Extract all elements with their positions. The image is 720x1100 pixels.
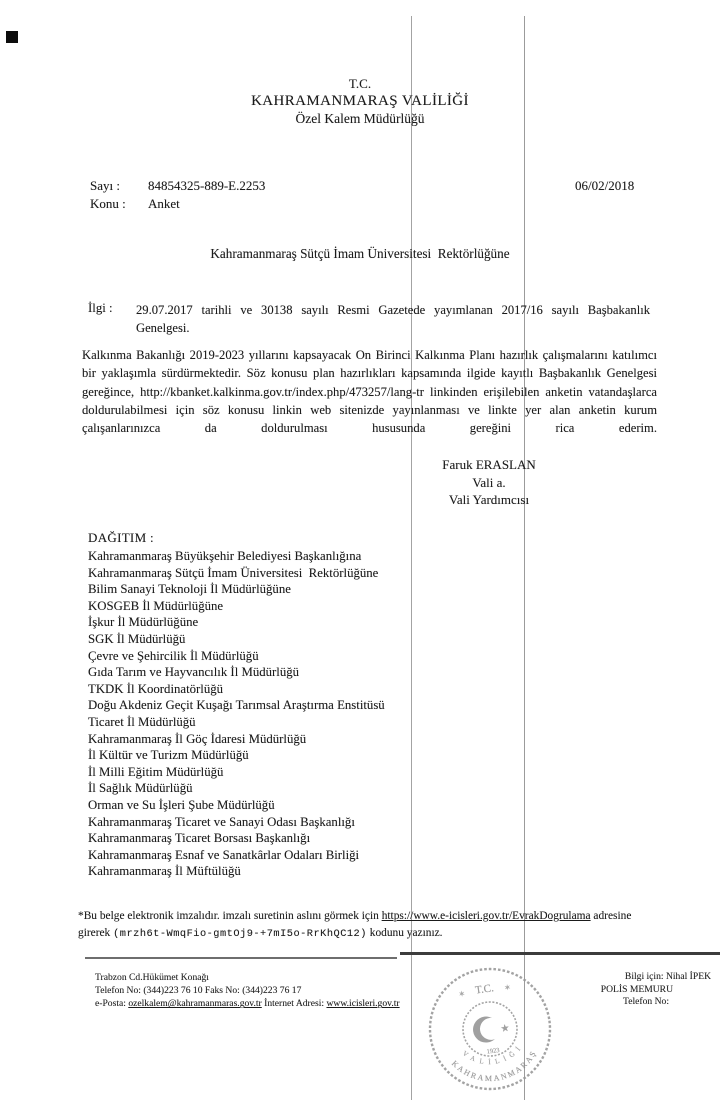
distribution-item: Ticaret İl Müdürlüğü: [88, 714, 196, 729]
distribution-item: Gıda Tarım ve Hayvancılık İl Müdürlüğü: [88, 665, 300, 680]
konu-value: Anket: [148, 196, 180, 211]
signer-title-2: Vali Yardımcısı: [448, 492, 530, 507]
distribution-item: Kahramanmaraş Büyükşehir Belediyesi Başkanlığına: [88, 549, 362, 563]
info-contact-name: Bilgi için: Nihal İPEK: [624, 971, 711, 982]
internet-label: İnternet Adresi:: [261, 998, 327, 1010]
distribution-item: KOSGEB İl Müdürlüğüne: [88, 598, 224, 613]
stamp-word-arc-text: VALİLİĞİ: [461, 1041, 526, 1067]
official-seal-stamp: [421, 960, 559, 1098]
distribution-item: Doğu Akdeniz Geçit Kuşağı Tarımsal Araştırma Enstitüsü: [88, 698, 385, 713]
distribution-item: Orman ve Su İşleri Şube Müdürlüğü: [88, 797, 275, 812]
konu-label: Konu :: [90, 196, 126, 211]
distribution-item: Çevre ve Şehircilik İl Müdürlüğü: [88, 648, 259, 663]
signer-title-1: Vali a.: [472, 474, 506, 490]
stamp-star-left: ✶: [457, 989, 466, 999]
distribution-list: [88, 548, 508, 880]
sayi-label: Sayı :: [90, 178, 120, 193]
distribution-item: Kahramanmaraş İl Göç İdaresi Müdürlüğü: [88, 731, 307, 746]
footer-divider-left: [85, 957, 397, 959]
footer-address: Trabzon Cd.Hükümet Konağı: [95, 972, 209, 983]
footnote-text: *Bu belge elektronik imzalıdır. imzalı suretinin aslını görmek için: [78, 910, 382, 922]
verification-code: (mrzh6t-WmqFio-gmtOj9-+7mI5o-RrKhQC12): [113, 927, 367, 940]
distribution-item: İl Milli Eğitim Müdürlüğü: [88, 764, 224, 779]
body-paragraph: Kalkınma Bakanlığı 2019-2023 yıllarını kapsayacak On Birinci Kalkınma Planı hazırlık çalışmalarını katılımcı bir yaklaşımla sürdürmektedir. Söz konusu plan hazırlıkları kapsamında ilgide kayıtlı Başbakanlık Genelgesi gereğince, http://kbanket.kalkinma.gov.tr/index.php/473257/lang-tr linkinden erişilebilen anketin vatandaşlarca doldurulabilmesi için söz konusu linkin web sitenizde yayınlanması ve linkte yer alan anketin kurum çalışanlarınızca da doldurulması hususunda gereğini rica ederim.: [82, 348, 657, 436]
distribution-item: Bilim Sanayi Teknoloji İl Müdürlüğüne: [88, 582, 291, 597]
reference-label: İlgi :: [88, 301, 113, 315]
stamp-star-right: ✶: [503, 982, 512, 993]
distribution-label: DAĞITIM :: [88, 530, 154, 545]
email-link[interactable]: ozelkalem@kahramanmaras.gov.tr: [128, 998, 262, 1010]
email-label: e-Posta:: [95, 998, 129, 1010]
footer-info-block: [545, 971, 711, 1009]
esignature-footnote: [78, 908, 662, 942]
distribution-item: İşkur İl Müdürlüğüne: [88, 615, 199, 630]
letterhead-tc: T.C.: [348, 76, 372, 91]
distribution-item: SGK İl Müdürlüğü: [88, 631, 186, 646]
distribution-item: İl Kültür ve Turizm Müdürlüğü: [88, 748, 249, 763]
distribution-item: Kahramanmaraş Sütçü İmam Üniversitesi Rektörlüğüne: [88, 565, 379, 580]
addressee-line: Kahramanmaraş Sütçü İmam Üniversitesi Rektörlüğüne: [210, 246, 510, 261]
letterhead-office: KAHRAMANMARAŞ VALİLİĞİ: [251, 93, 469, 109]
distribution-item: Kahramanmaraş Ticaret Borsası Başkanlığı: [88, 831, 311, 846]
crescent-star-icon: ★: [499, 1022, 511, 1035]
distribution-item: Kahramanmaraş İl Müftülüğü: [88, 864, 241, 879]
footnote-text: adresine girerek: [78, 910, 632, 939]
stamp-tc-text: T.C.: [474, 982, 495, 997]
sayi-value: 84854325-889-E.2253: [148, 178, 266, 193]
info-contact-title: POLİS MEMURU: [600, 983, 673, 995]
footnote-text: kodunu yazınız.: [366, 926, 443, 939]
footer-phone: Telefon No: (344)223 76 10 Faks No: (344)223 76 17: [95, 985, 302, 997]
distribution-item: Kahramanmaraş Esnaf ve Sanatkârlar Odaları Birliği: [88, 847, 360, 862]
distribution-item: İl Sağlık Müdürlüğü: [88, 781, 193, 796]
letterhead-department: Özel Kalem Müdürlüğü: [295, 111, 425, 126]
footer-email-line: [95, 997, 400, 1010]
reference-text: 29.07.2017 tarihli ve 30138 sayılı Resmi Gazetede yayımlanan 2017/16 sayılı Başbakanlık Genelgesi.: [136, 303, 650, 335]
footer-contact-block: [95, 971, 400, 1011]
signature-block: [372, 456, 606, 509]
website-link[interactable]: www.icisleri.gov.tr: [326, 998, 400, 1010]
verification-url-link[interactable]: https://www.e-icisleri.gov.tr/EvrakDogrulama: [381, 910, 591, 922]
scan-artifact-square: [6, 31, 18, 43]
document-date: 06/02/2018: [575, 178, 635, 193]
stamp-year: 1923: [486, 1046, 501, 1056]
distribution-item: TKDK İl Koordinatörlüğü: [88, 681, 224, 696]
signer-name: Faruk ERASLAN: [442, 457, 536, 472]
distribution-item: Kahramanmaraş Ticaret ve Sanayi Odası Başkanlığı: [88, 814, 355, 829]
footer-divider-right: [400, 952, 720, 955]
stamp-city-arc-text: KAHRAMANMARAŞ: [449, 1048, 539, 1084]
info-contact-phone: Telefon No:: [623, 996, 669, 1008]
crescent-star-emblem: [471, 1013, 511, 1044]
